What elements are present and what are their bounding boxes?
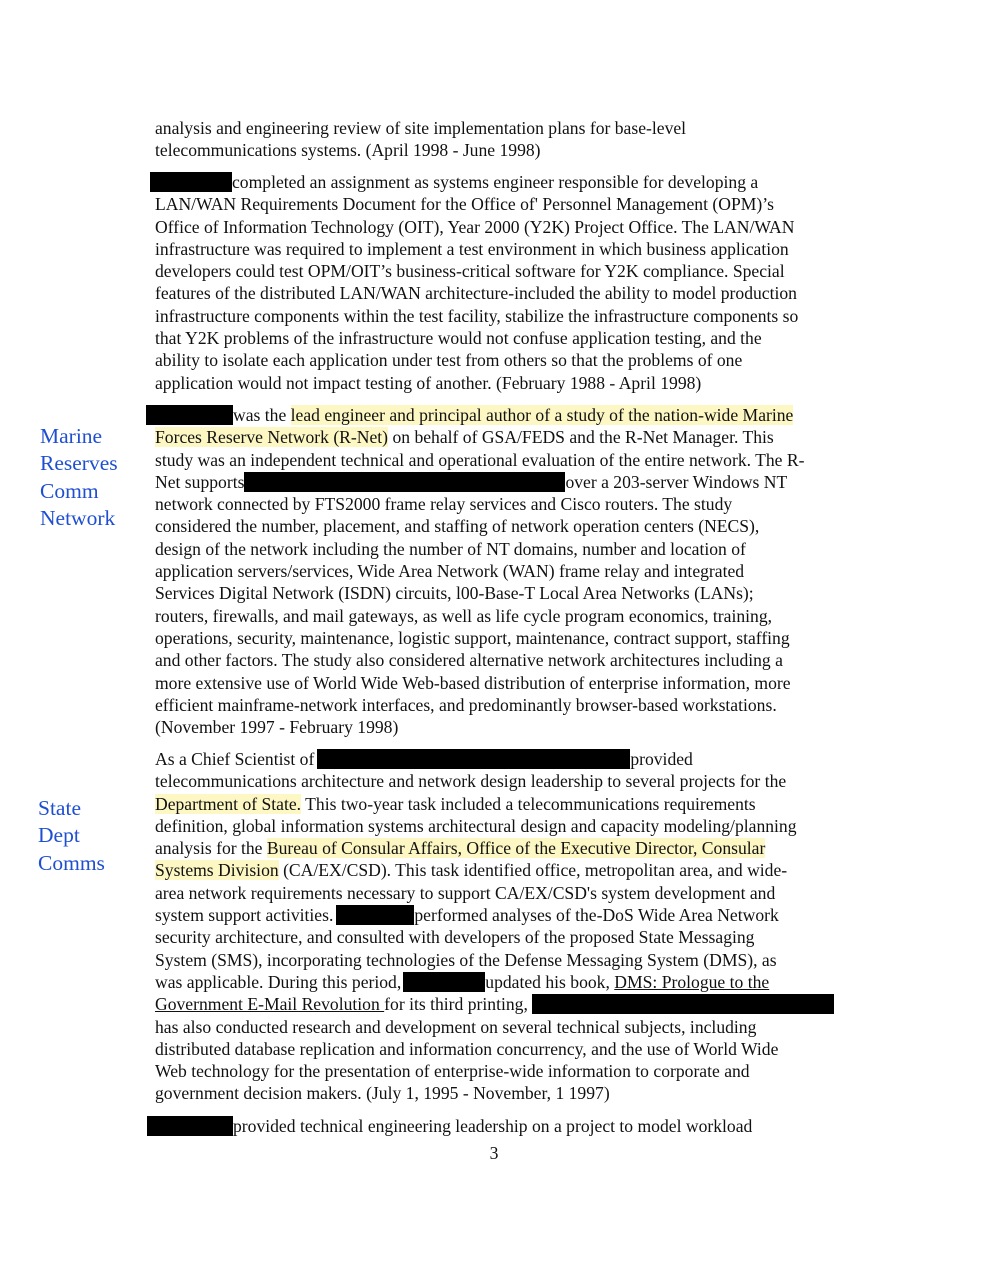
text-line: design of the network including the number of NT domains, number and location of: [155, 538, 746, 559]
text-line: and other factors. The study also considered alternative network architectures including a: [155, 650, 783, 671]
highlighted-text: Department of State.: [155, 793, 302, 814]
text-line: application would not impact testing of another. (February 1988 - April 1998): [155, 372, 702, 393]
text-line: Office of Information Technology (OIT), Year 2000 (Y2K) Project Office. The LAN/WAN: [155, 216, 795, 237]
text-span: Net supports: [155, 471, 245, 492]
margin-note-line: Comm: [40, 478, 99, 503]
text-line: [155, 859, 877, 881]
text-line: definition, global information systems architectural design and capacity modeling/planning: [155, 815, 797, 836]
text-line: Services Digital Network (ISDN) circuits, l00-Base-T Local Area Networks (LANs);: [155, 583, 754, 604]
text-line: that Y2K problems of the infrastructure would not confuse application testing, and the: [155, 328, 762, 349]
text-span: was the: [233, 405, 291, 425]
text-line: [150, 171, 877, 193]
redaction-bar: [403, 972, 485, 992]
text-line: analysis and engineering review of site implementation plans for base-level: [155, 118, 687, 138]
text-span: As a Chief Scientist of: [155, 749, 315, 769]
text-span: on behalf of GSA/FEDS and the R-Net Manager. This: [388, 427, 774, 448]
highlighted-text: Bureau of Consular Affairs, Office of the Executive Director, Consular: [266, 838, 766, 859]
text-span: provided: [630, 749, 693, 769]
text-line: [155, 471, 877, 493]
redaction-bar: [146, 405, 233, 425]
margin-note-line: Marine: [40, 424, 103, 448]
margin-note-line: Dept: [38, 823, 80, 848]
text-line: System (SMS), incorporating technologies of the Defense Messaging System (DMS), as: [155, 949, 777, 970]
book-title: Government E-Mail Revolution: [155, 994, 385, 1015]
text-line: efficient mainframe-network interfaces, and predominantly browser-based workstations.: [155, 694, 777, 715]
text-line: infrastructure components within the test facility, stabilize the infrastructure components so: [155, 305, 799, 326]
margin-note-line: Network: [40, 505, 116, 530]
text-line: application servers/services, Wide Area Network (WAN) frame relay and integrated: [155, 561, 745, 582]
text-line: LAN/WAN Requirements Document for the Office of' Personnel Management (OPM)’s: [155, 194, 774, 215]
text-span: updated his book,: [485, 971, 615, 992]
text-line: [146, 404, 877, 426]
text-line: Web technology for the presentation of enterprise-wide information to corporate and: [155, 1061, 750, 1082]
text-line: routers, firewalls, and mail gateways, as well as life cycle program economics, training,: [155, 605, 773, 626]
highlighted-text: Forces Reserve Network (R-Net): [155, 427, 389, 448]
redaction-bar: [244, 472, 565, 492]
text-line: network connected by FTS2000 frame relay services and Cisco routers. The study: [155, 494, 733, 515]
text-line: telecommunications systems. (April 1998 - June 1998): [155, 140, 541, 161]
highlighted-text: lead engineer and principal author of a study of the nation-wide Marine: [290, 405, 794, 425]
margin-note-state: [38, 795, 105, 877]
text-span: system support activities.: [155, 905, 334, 926]
text-span: analysis for the: [155, 838, 267, 859]
paragraph-4: [155, 748, 877, 1105]
paragraph-1: [155, 117, 877, 162]
page-number: 3: [489, 1143, 499, 1163]
text-line: [155, 426, 877, 448]
text-line: [155, 971, 877, 993]
redaction-bar: [317, 749, 630, 769]
text-line: features of the distributed LAN/WAN architecture-included the ability to model production: [155, 283, 797, 304]
text-line: (November 1997 - February 1998): [155, 717, 399, 738]
text-line: developers could test OPM/OIT’s business-critical software for Y2K compliance. Special: [155, 261, 785, 282]
margin-note-line: Comms: [38, 850, 105, 875]
text-line: area network requirements necessary to support CA/EX/CSD's system development and: [155, 882, 776, 903]
margin-note-line: State: [38, 796, 81, 820]
text-span: provided technical engineering leadership on a project to model workload: [233, 1116, 753, 1136]
text-line: more extensive use of World Wide Web-based distribution of enterprise information, more: [155, 672, 791, 693]
text-line: [147, 1115, 877, 1137]
text-span: was applicable. During this period,: [155, 971, 402, 992]
text-span: over a 203-server Windows NT: [565, 471, 788, 492]
text-line: security architecture, and consulted with developers of the proposed State Messaging: [155, 927, 755, 948]
text-line: [155, 748, 877, 770]
text-span: This two-year task included a telecommunications requirements: [301, 793, 756, 814]
text-line: ability to isolate each application under test from others so that the problems of one: [155, 350, 743, 371]
book-title: DMS: Prologue to the: [614, 971, 770, 992]
redaction-bar: [532, 994, 834, 1014]
margin-note-marine: [40, 423, 118, 532]
text-line: distributed database replication and information concurrency, and the use of World Wide: [155, 1038, 779, 1059]
text-span: (CA/EX/CSD). This task identified office, metropolitan area, and wide-: [278, 860, 788, 881]
text-line: telecommunications architecture and network design leadership to several projects for the: [155, 771, 787, 792]
text-line: government decision makers. (July 1, 1995 - November, 1 1997): [155, 1083, 610, 1104]
redaction-bar: [147, 1116, 233, 1136]
redaction-bar: [150, 172, 232, 192]
text-line: [155, 793, 877, 815]
text-line: [155, 837, 877, 859]
paragraph-5: [155, 1115, 877, 1137]
text-span: performed analyses of the-DoS Wide Area Network: [414, 905, 779, 926]
redaction-bar: [336, 905, 414, 925]
text-line: considered the number, placement, and staffing of network operation centers (NECS),: [155, 516, 760, 537]
text-line: operations, security, maintenance, logistic support, maintenance, contract support, staffing: [155, 627, 790, 648]
text-line: study was an independent technical and operational evaluation of the entire network. The R-: [155, 449, 805, 470]
paragraph-3: [155, 404, 877, 738]
text-span: for its third printing,: [384, 994, 528, 1015]
text-line: has also conducted research and development on several technical subjects, including: [155, 1016, 757, 1037]
text-line: [155, 993, 877, 1015]
text-line: infrastructure was required to implement a test environment in which business application: [155, 238, 789, 259]
highlighted-text: Systems Division: [155, 860, 279, 881]
paragraph-2: [155, 171, 877, 394]
margin-note-line: Reserves: [40, 451, 118, 476]
text-span: completed an assignment as systems engineer responsible for developing a: [232, 172, 759, 192]
text-line: [155, 904, 877, 926]
